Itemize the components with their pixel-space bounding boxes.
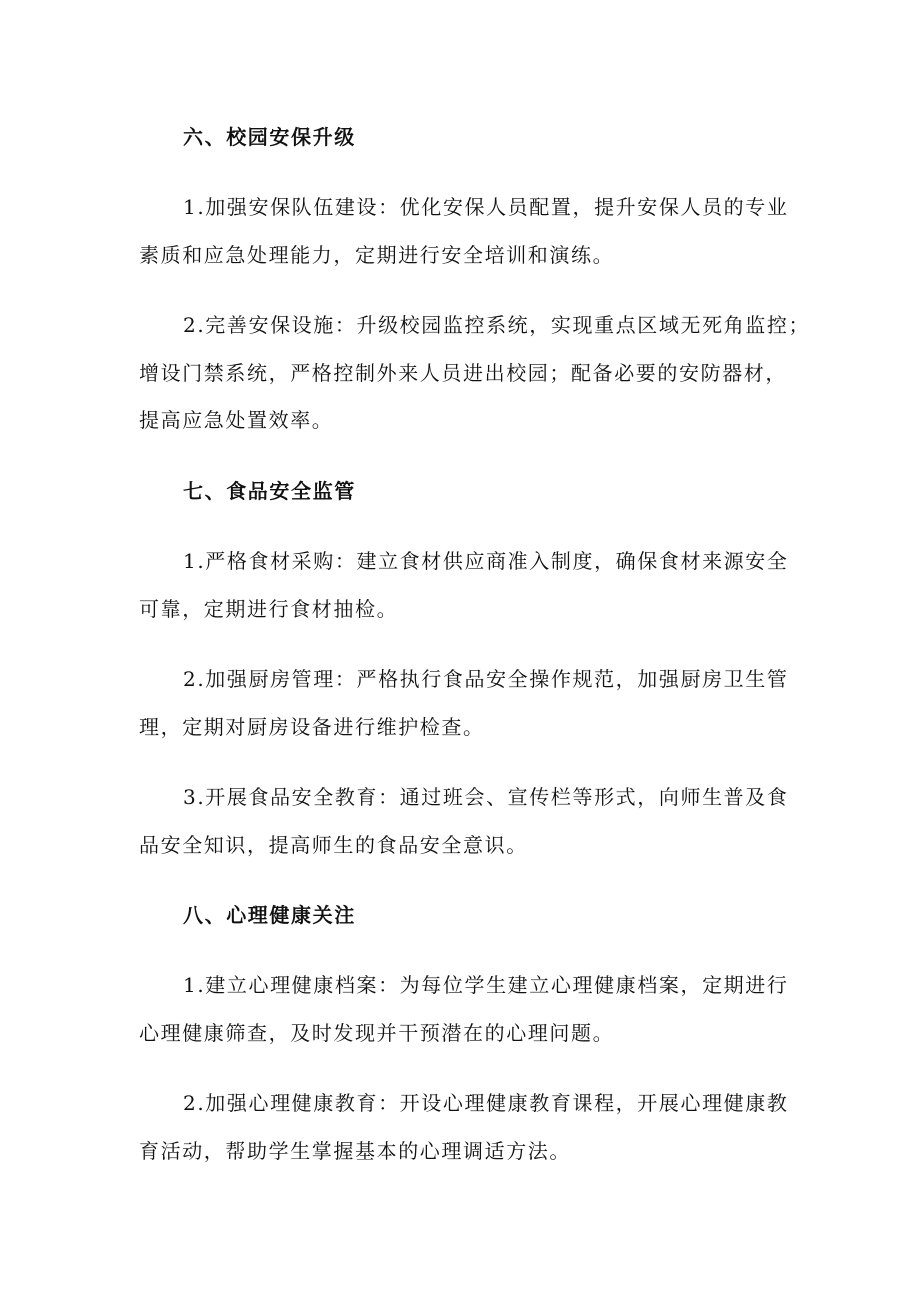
paragraph-line: 2.加强厨房管理：严格执行食品安全操作规范，加强厨房卫生管 xyxy=(183,667,789,691)
paragraph-line: 育活动，帮助学生掌握基本的心理调适方法。 xyxy=(139,1139,571,1163)
paragraph-line: 2.加强心理健康教育：开设心理健康教育课程，开展心理健康教 xyxy=(183,1091,789,1115)
paragraph-line: 素质和应急处理能力，定期进行安全培训和演练。 xyxy=(139,243,615,267)
paragraph-line: 理，定期对厨房设备进行维护检查。 xyxy=(139,715,485,739)
paragraph-line: 3.开展食品安全教育：通过班会、宣传栏等形式，向师生普及食 xyxy=(183,785,789,809)
section-heading: 七、食品安全监管 xyxy=(183,479,356,503)
paragraph-line: 1.建立心理健康档案：为每位学生建立心理健康档案，定期进行 xyxy=(183,973,789,997)
paragraph-line: 增设门禁系统，严格控制外来人员进出校园；配备必要的安防器材， xyxy=(139,361,787,385)
paragraph-line: 1.严格食材采购：建立食材供应商准入制度，确保食材来源安全 xyxy=(183,549,789,573)
section-heading: 六、校园安保升级 xyxy=(183,125,356,149)
paragraph-line: 提高应急处置效率。 xyxy=(139,408,334,432)
paragraph-line: 2.完善安保设施：升级校园监控系统，实现重点区域无死角监控； xyxy=(183,313,811,337)
paragraph-line: 可靠，定期进行食材抽检。 xyxy=(139,597,399,621)
paragraph-line: 品安全知识，提高师生的食品安全意识。 xyxy=(139,833,528,857)
section-heading: 八、心理健康关注 xyxy=(183,903,356,927)
paragraph-line: 心理健康筛查，及时发现并干预潜在的心理问题。 xyxy=(139,1021,615,1045)
paragraph-line: 1.加强安保队伍建设：优化安保人员配置，提升安保人员的专业 xyxy=(183,195,789,219)
